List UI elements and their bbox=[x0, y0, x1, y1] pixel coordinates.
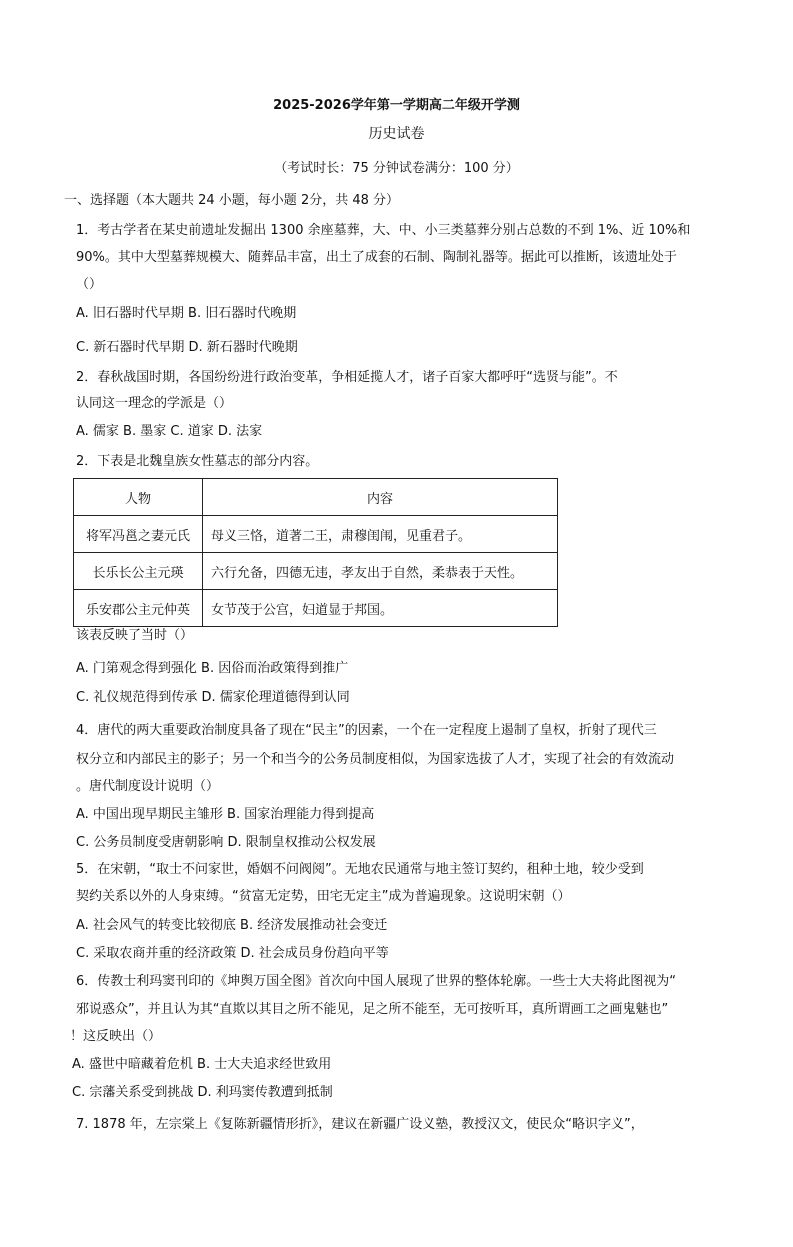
question-text: 该表反映了当时（） bbox=[76, 628, 194, 643]
table-header-row bbox=[74, 479, 558, 516]
question-text: 90%。其中大型墓葬规模大、随葬品丰富，出土了成套的石制、陶制礼器等。据此可以推断，该遗址处于 bbox=[76, 250, 677, 265]
question-text: ！这反映出（） bbox=[70, 1029, 162, 1044]
table-cell: 乐安郡公主元仲英 bbox=[74, 590, 203, 627]
table-header: 人物 bbox=[74, 479, 203, 516]
question-text: 4．唐代的两大重要政治制度具备了现在“民主”的因素，一个在一定程度上遏制了皇权，折射了现代三 bbox=[76, 723, 657, 738]
question-text: 2．春秋战国时期，各国纷纷进行政治变革，争相延揽人才，诸子百家大都呼吁“选贤与能”。不 bbox=[76, 370, 618, 385]
question-text: 契约关系以外的人身束缚。“贫富无定势，田宅无定主”成为普遍现象。这说明宋朝（） bbox=[76, 889, 571, 904]
question-text: 7. 1878 年，左宗棠上《复陈新疆情形折》，建议在新疆广设义塾，教授汉文，使民众“略识字义”， bbox=[76, 1117, 644, 1132]
question-text: 1．考古学者在某史前遗址发掘出 1300 余座墓葬，大、中、小三类墓葬分别占总数的不到 1%、近 10%和 bbox=[76, 223, 691, 238]
question-text: 认同这一理念的学派是（） bbox=[76, 396, 233, 411]
answer-options: A. 中国出现早期民主雏形 B. 国家治理能力得到提高 bbox=[76, 807, 375, 822]
epitaph-table bbox=[73, 478, 558, 627]
table-row bbox=[74, 516, 558, 553]
answer-options: C. 礼仪规范得到传承 D. 儒家伦理道德得到认同 bbox=[76, 690, 350, 705]
table-row bbox=[74, 590, 558, 627]
table-header: 内容 bbox=[203, 479, 558, 516]
table-cell: 母义三恪，道著二王，肃穆闺闱，见重君子。 bbox=[203, 516, 558, 553]
question-text: 。唐代制度设计说明（） bbox=[76, 779, 220, 794]
answer-options: A. 盛世中暗藏着危机 B. 士大夫追求经世致用 bbox=[72, 1057, 332, 1072]
exam-title: 2025-2026学年第一学期高二年级开学测 bbox=[273, 98, 520, 113]
answer-options: C. 采取农商并重的经济政策 D. 社会成员身份趋向平等 bbox=[76, 946, 389, 961]
answer-options: C. 宗藩关系受到挑战 D. 利玛窦传教遭到抵制 bbox=[72, 1085, 333, 1100]
answer-options: A. 旧石器时代早期 B. 旧石器时代晚期 bbox=[76, 306, 297, 321]
answer-options: A. 社会风气的转变比较彻底 B. 经济发展推动社会变迁 bbox=[76, 918, 388, 933]
question-text: 邪说惑众”，并且认为其“直欺以其目之所不能见，足之所不能至，无可按听耳，真所谓画工之画鬼魅也” bbox=[76, 1002, 669, 1017]
table-cell: 将军冯邕之妻元氏 bbox=[74, 516, 203, 553]
question-text: 权分立和内部民主的影子；另一个和当今的公务员制度相似，为国家选拔了人才，实现了社会的有效流动 bbox=[76, 752, 675, 767]
answer-options: A. 门第观念得到强化 B. 因俗而治政策得到推广 bbox=[76, 661, 349, 676]
table-cell: 六行允备，四德无违，孝友出于自然，柔恭表于天性。 bbox=[203, 553, 558, 590]
question-text: 5．在宋朝，“取士不问家世，婚姻不问阀阅”。无地农民通常与地主签订契约，租种土地，较少受到 bbox=[76, 862, 644, 877]
question-text: 6．传教士利玛窦刊印的《坤舆万国全图》首次向中国人展现了世界的整体轮廓。一些士大夫将此图视为“ bbox=[76, 974, 677, 989]
question-text: （） bbox=[76, 277, 103, 292]
answer-options: A. 儒家 B. 墨家 C. 道家 D. 法家 bbox=[76, 424, 263, 439]
section-heading: 一、选择题（本大题共 24 小题，每小题 2分，共 48 分） bbox=[64, 193, 400, 208]
question-text: 2．下表是北魏皇族女性墓志的部分内容。 bbox=[76, 454, 319, 469]
exam-info: （考试时长：75 分钟试卷满分：100 分） bbox=[274, 161, 519, 176]
table-cell: 女节茂于公宫，妇道显于邦国。 bbox=[203, 590, 558, 627]
answer-options: C. 新石器时代早期 D. 新石器时代晚期 bbox=[76, 340, 298, 355]
table-row bbox=[74, 553, 558, 590]
table-cell: 长乐长公主元瑛 bbox=[74, 553, 203, 590]
answer-options: C. 公务员制度受唐朝影响 D. 限制皇权推动公权发展 bbox=[76, 835, 376, 850]
exam-subtitle: 历史试卷 bbox=[368, 126, 425, 142]
